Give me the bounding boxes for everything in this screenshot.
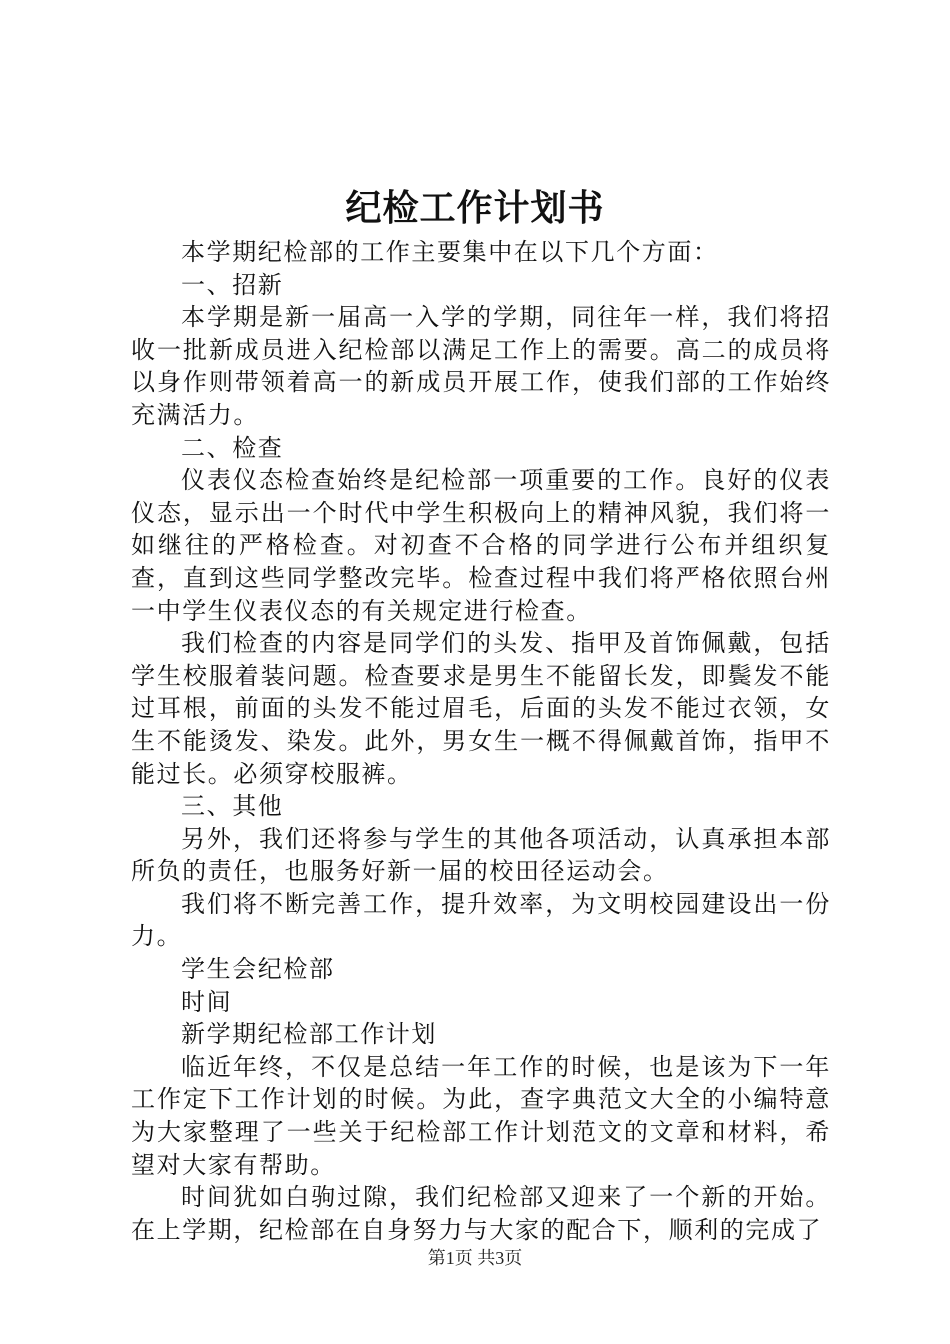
paragraph: 本学期是新一届高一入学的学期，同往年一样，我们将招收一批新成员进入纪检部以满足工作上的需要。高二的成员将以身作则带领着高一的新成员开展工作，使我们部的工作始终充满活力。 — [131, 303, 831, 429]
page-number: 第1页 共3页 — [427, 1248, 523, 1268]
paragraph: 时间犹如白驹过隙，我们纪检部又迎来了一个新的开始。在上学期，纪检部在自身努力与大家的配合下，顺利的完成了 — [131, 1183, 831, 1244]
subheading: 新学期纪检部工作计划 — [181, 1020, 437, 1049]
date-line: 时间 — [181, 987, 233, 1016]
document-body — [131, 236, 831, 1246]
section-heading: 二、检查 — [181, 433, 284, 462]
paragraph: 我们检查的内容是同学们的头发、指甲及首饰佩戴，包括学生校服着装问题。检查要求是男生不能留长发，即鬓发不能过耳根，前面的头发不能过眉毛，后面的头发不能过衣领，女生不能烫发、染发。此外，男女生一概不得佩戴首饰，指甲不能过长。必须穿校服裤。 — [131, 629, 831, 788]
paragraph: 本学期纪检部的工作主要集中在以下几个方面： — [181, 238, 719, 266]
section-heading: 一、招新 — [181, 270, 284, 299]
paragraph: 我们将不断完善工作，提升效率，为文明校园建设出一份力。 — [131, 889, 831, 951]
section-heading: 三、其他 — [181, 792, 284, 821]
signature-line: 学生会纪检部 — [181, 955, 335, 984]
document-title: 纪检工作计划书 — [345, 187, 605, 229]
paragraph: 临近年终，不仅是总结一年工作的时候，也是该为下一年工作定下工作计划的时候。为此，查字典范文大全的小编特意为大家整理了一些关于纪检部工作计划范文的文章和材料，希望对大家有帮助。 — [131, 1052, 831, 1179]
paragraph: 仪表仪态检查始终是纪检部一项重要的工作。良好的仪表仪态，显示出一个时代中学生积极向上的精神风貌，我们将一如继往的严格检查。对初查不合格的同学进行公布并组织复查，直到这些同学整改完毕。检查过程中我们将严格依照台州一中学生仪表仪态的有关规定进行检查。 — [131, 466, 831, 625]
paragraph: 另外，我们还将参与学生的其他各项活动，认真承担本部所负的责任，也服务好新一届的校田径运动会。 — [131, 824, 831, 886]
